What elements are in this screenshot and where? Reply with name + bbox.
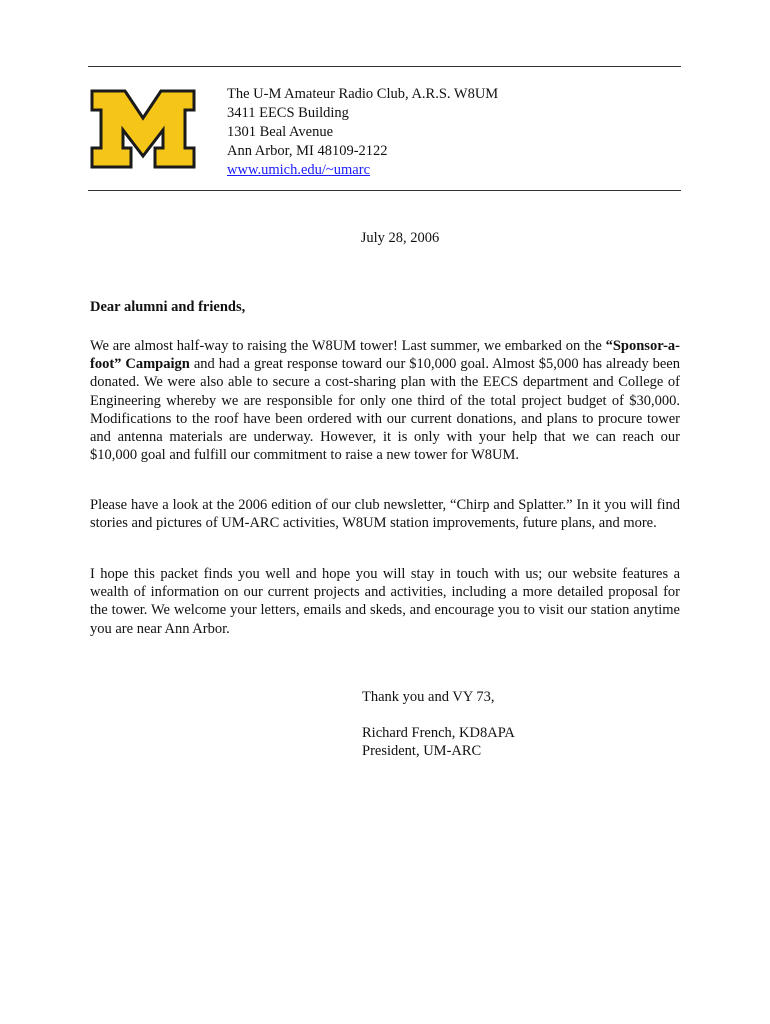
salutation: Dear alumni and friends, [90, 299, 246, 315]
letter-date: July 28, 2006 [360, 230, 440, 246]
signer-title: President, UM-ARC [362, 743, 482, 760]
signer-name: Richard French, KD8APA [362, 725, 515, 741]
paragraph-1-rest: and had a great response toward our $10,000 goal. Almost $5,000 has already been donated. We were also able to secure a cost-sharing plan with the EECS department and College of Engineering whereby we are responsible for only one third of the total project budget of $30,000. Modifications to the roof have been ordered with our current donations, and plans to procure tower and antenna materials are underway. However, it is only with your help that we can reach our $10,000 goal and fulfill our commitment to raise a new tower for W8UM. [90, 356, 680, 464]
website-link[interactable]: www.umich.edu/~umarc [227, 162, 371, 178]
street-line: 1301 Beal Avenue [227, 124, 334, 140]
paragraph-1-intro: We are almost half-way to raising the W8UM tower! Last summer, we embarked on the [90, 338, 606, 354]
signature-block [362, 724, 515, 760]
letterhead-address [227, 85, 498, 180]
block-m-logo [89, 88, 197, 170]
paragraph-3: I hope this packet finds you well and hope you will stay in touch with us; our website features a wealth of information on our current projects and activities, including a more detailed proposal for the tower. We welcome your letters, emails and skeds, and encourage you to visit our station anytime you are near Ann Arbor. [90, 566, 680, 637]
city-line: Ann Arbor, MI 48109-2122 [227, 143, 388, 159]
paragraph-1 [90, 337, 680, 464]
paragraph-2: Please have a look at the 2006 edition of our club newsletter, “Chirp and Splatter.” In it you will find stories and pictures of UM-ARC activities, W8UM station improvements, future plans, and more. [90, 497, 680, 532]
closing-thanks: Thank you and VY 73, [362, 689, 495, 705]
header-rule-top [88, 66, 681, 67]
org-name: The U-M Amateur Radio Club, A.R.S. W8UM [227, 86, 499, 102]
campaign-name: “Sponsor-a-foot” Campaign [90, 338, 680, 373]
building-line: 3411 EECS Building [227, 105, 349, 121]
header-rule-bottom [88, 190, 681, 191]
